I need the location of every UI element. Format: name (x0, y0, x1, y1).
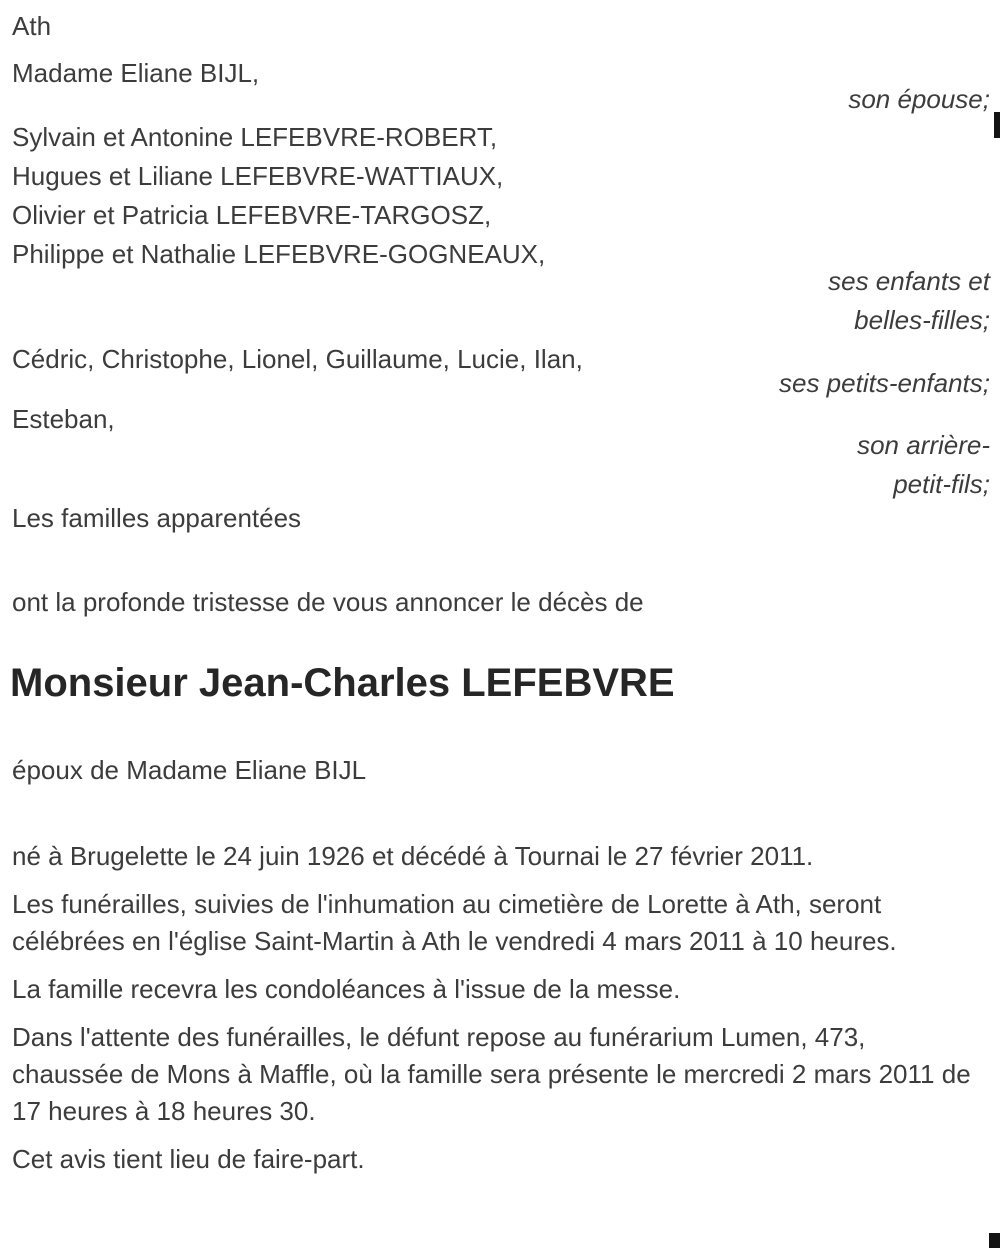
deceased-name-heading: Monsieur Jean-Charles LEFEBVRE (10, 661, 675, 705)
paragraph-birth-death: né à Brugelette le 24 juin 1926 et décédé à Tournai le 27 février 2011. (12, 841, 814, 871)
scan-edge-artifact-bottom (989, 1233, 1000, 1248)
spouse-of-line: époux de Madame Eliane BIJL (12, 755, 367, 785)
spouse-name-line: Madame Eliane BIJL, (12, 58, 260, 88)
paragraph-funerarium: Dans l'attente des funérailles, le défunt repose au funérarium Lumen, 473, chaussée de Mons à Maffle, où la famille sera présente le mercredi 2 mars 2011 de 17 heures à 18 heures 30. (12, 1022, 971, 1126)
children-line-3: Olivier et Patricia LEFEBVRE-TARGOSZ, (12, 200, 492, 230)
relation-great-grandchild-line-2: petit-fils; (893, 469, 990, 499)
children-line-1: Sylvain et Antonine LEFEBVRE-ROBERT, (12, 122, 498, 152)
relation-great-grandchild-line-1: son arrière- (857, 430, 990, 460)
children-line-4: Philippe et Nathalie LEFEBVRE-GOGNEAUX, (12, 239, 546, 269)
related-families-line: Les familles apparentées (12, 503, 302, 533)
children-line-2: Hugues et Liliane LEFEBVRE-WATTIAUX, (12, 161, 504, 191)
intro-line: ont la profonde tristesse de vous annoncer le décès de (12, 587, 644, 617)
city-line: Ath (12, 11, 52, 41)
relation-grandchildren: ses petits-enfants; (779, 368, 990, 398)
grandchildren-line: Cédric, Christophe, Lionel, Guillaume, Lucie, Ilan, (12, 344, 583, 374)
great-grandchild-line: Esteban, (12, 404, 115, 434)
funeral-details (12, 838, 980, 1189)
paragraph-funeral-service: Les funérailles, suivies de l'inhumation au cimetière de Lorette à Ath, seront célébrées en l'église Saint-Martin à Ath le vendredi 4 mars 2011 à 10 heures. (12, 889, 897, 956)
paragraph-condolences: La famille recevra les condoléances à l'issue de la messe. (12, 974, 681, 1004)
relation-children-line-2: belles-filles; (854, 305, 990, 335)
relation-spouse: son épouse; (848, 84, 990, 114)
scan-edge-artifact-top (994, 112, 1000, 138)
paragraph-faire-part: Cet avis tient lieu de faire-part. (12, 1144, 365, 1174)
relation-children-line-1: ses enfants et (828, 266, 990, 296)
